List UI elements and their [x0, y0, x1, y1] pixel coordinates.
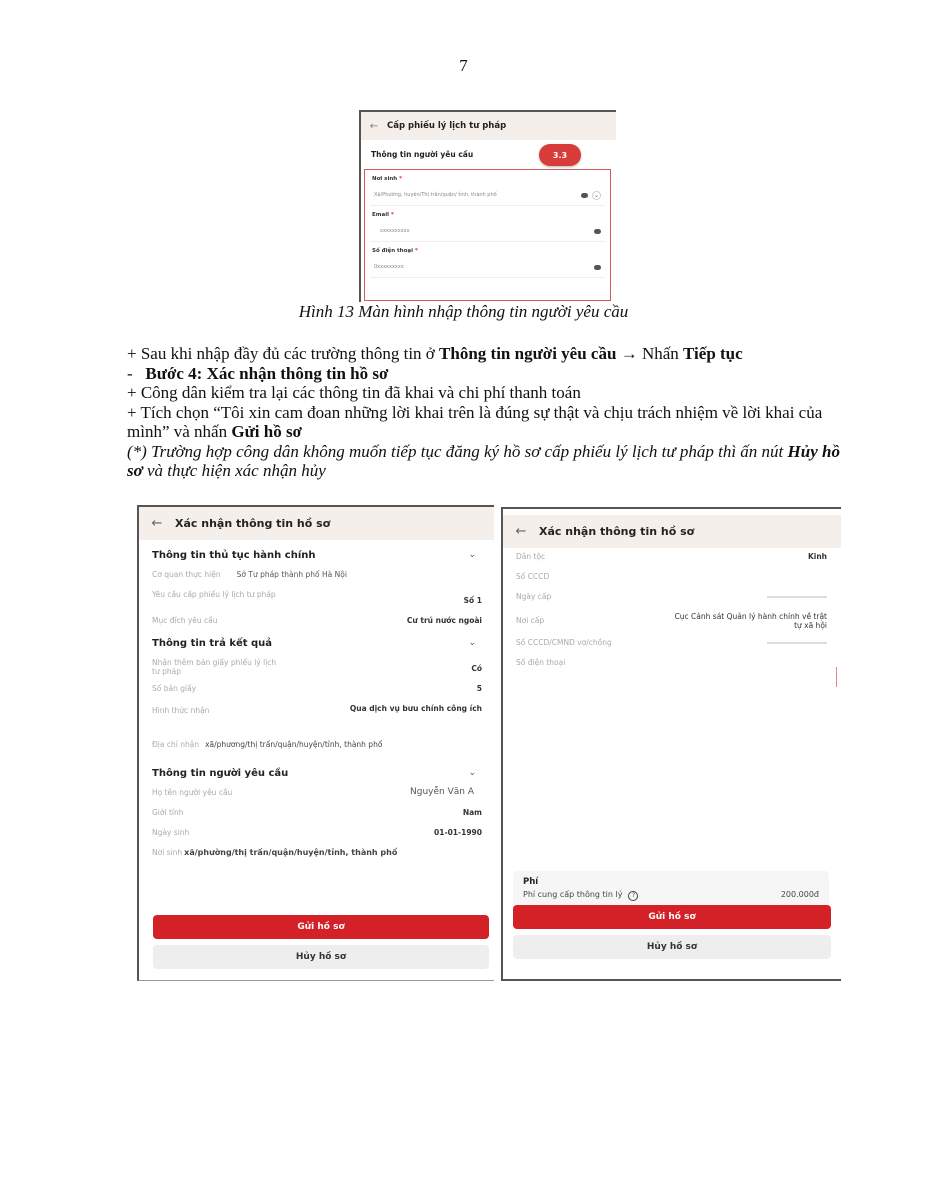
- info-row: [152, 844, 482, 864]
- info-row: [152, 736, 482, 762]
- chevron-down-icon[interactable]: ⌄: [468, 638, 476, 648]
- row-value: Cục Cảnh sát Quản lý hành chính về trật tự xã hội: [674, 612, 827, 630]
- section-header[interactable]: [152, 544, 482, 566]
- info-row: [516, 568, 827, 588]
- row-value: 5: [476, 684, 482, 693]
- instruction-line: + Sau khi nhập đầy đủ các trường thông tin ở Thông tin người yêu cầu → Nhấn Tiếp tục: [127, 344, 743, 363]
- cancel-application-button[interactable]: Hủy hồ sơ: [513, 935, 831, 959]
- row-label: Mục đích yêu cầu: [152, 616, 218, 625]
- redacted-value: [767, 596, 827, 598]
- row-value: Kinh: [807, 552, 827, 561]
- section-title: Thông tin trả kết quả: [152, 637, 273, 649]
- info-row: [152, 654, 482, 680]
- row-value: Nam: [462, 808, 482, 817]
- email-field[interactable]: [370, 221, 605, 242]
- instruction-line: + Công dân kiểm tra lại các thông tin đã khai và chi phí thanh toán: [127, 383, 581, 402]
- info-row: [516, 654, 827, 674]
- highlight-box: [364, 169, 611, 301]
- row-label: Cơ quan thực hiện: [152, 570, 221, 579]
- info-row: [152, 804, 482, 824]
- row-value: Qua dịch vụ bưu chính công ích: [349, 704, 482, 713]
- step-badge: 3.3: [539, 144, 581, 166]
- phone-label: Số điện thoại *: [372, 248, 418, 254]
- submit-application-button[interactable]: Gửi hồ sơ: [153, 915, 489, 939]
- row-value: xã/phường/thị trấn/quận/huyện/tỉnh, thành phố: [184, 848, 398, 857]
- fee-title: Phí: [523, 877, 539, 887]
- section-header[interactable]: [152, 762, 482, 784]
- info-row: [516, 608, 827, 634]
- app-title: Xác nhận thông tin hồ sơ: [539, 525, 695, 538]
- app-bar: [503, 515, 841, 548]
- step-heading: - Bước 4: Xác nhận thông tin hồ sơ: [127, 363, 389, 383]
- submit-application-button[interactable]: Gửi hồ sơ: [513, 905, 831, 929]
- row-value: Số 1: [463, 596, 482, 605]
- info-row: [152, 700, 482, 736]
- app-bar: [139, 507, 494, 540]
- row-label: Số điện thoại: [516, 658, 566, 667]
- clear-icon[interactable]: [594, 229, 601, 234]
- clear-icon[interactable]: [581, 193, 588, 198]
- row-label: Nhận thêm bản giấy phiếu lý lịch tư pháp: [152, 658, 277, 676]
- row-value: Nguyễn Văn A: [410, 787, 474, 797]
- row-value: xã/phương/thị trấn/quận/huyện/tỉnh, thành phố: [205, 740, 383, 749]
- back-arrow-icon[interactable]: ←: [151, 516, 163, 531]
- row-label: Địa chỉ nhận: [152, 740, 200, 749]
- row-label: Ngày cấp: [516, 592, 552, 601]
- row-label: Yêu cầu cấp phiếu lý lịch tư pháp: [152, 590, 276, 599]
- row-label: Số CCCD/CMND vợ/chồng: [516, 638, 612, 647]
- info-row: [152, 586, 482, 612]
- info-row: [152, 566, 482, 586]
- section-header[interactable]: [152, 632, 482, 654]
- confirm-screen-left: [137, 505, 494, 981]
- birthplace-value: Xã/Phường, huyện/Thị trấn/quận/ tỉnh, thành phố: [374, 192, 497, 198]
- row-label: Ngày sinh: [152, 828, 190, 837]
- back-arrow-icon[interactable]: ←: [515, 524, 527, 539]
- row-label: Họ tên người yêu cầu: [152, 788, 233, 797]
- section-title: Thông tin thủ tục hành chính: [152, 549, 316, 561]
- birthplace-field[interactable]: [370, 185, 605, 206]
- instruction-line: + Tích chọn “Tôi xin cam đoan những lời khai trên là đúng sự thật và chịu trách nhiệm về lời khai của mình” và nhấn Gửi hồ sơ: [127, 402, 823, 441]
- row-label: Nơi cấp: [516, 616, 545, 625]
- clear-icon[interactable]: [594, 265, 601, 270]
- figure-caption: Hình 13 Màn hình nhập thông tin người yêu cầu: [298, 302, 629, 321]
- row-label: Số CCCD: [516, 572, 550, 581]
- redacted-value: [767, 642, 827, 644]
- body-text: [127, 344, 847, 481]
- chevron-down-icon[interactable]: ⌄: [468, 550, 476, 560]
- row-value: Cư trú nước ngoài: [406, 616, 482, 625]
- row-label: Nơi sinh: [152, 848, 183, 857]
- email-label: Email *: [372, 212, 394, 218]
- email-value: xxxxxxxxxx: [380, 228, 410, 234]
- app-title: Xác nhận thông tin hồ sơ: [175, 517, 331, 530]
- fee-label: Phí cung cấp thông tin lý: [523, 890, 623, 899]
- info-row: [152, 784, 482, 804]
- info-row: [152, 824, 482, 844]
- row-value: Có: [471, 664, 482, 673]
- back-arrow-icon[interactable]: ←: [369, 120, 379, 132]
- fee-row: [523, 890, 819, 901]
- row-label: Hình thức nhận: [152, 706, 210, 715]
- row-value: Sở Tư pháp thành phố Hà Nội: [236, 570, 347, 579]
- cancel-application-button[interactable]: Hủy hồ sơ: [153, 945, 489, 969]
- phone-field[interactable]: [370, 257, 605, 278]
- section-title: Thông tin người yêu cầu: [152, 767, 289, 779]
- info-row: [516, 588, 827, 608]
- info-row: [152, 612, 482, 632]
- row-label: Số bản giấy: [152, 684, 197, 693]
- confirm-screen-right: [501, 507, 841, 981]
- chevron-down-icon[interactable]: ⌄: [593, 191, 600, 199]
- info-row: [516, 548, 827, 568]
- row-label: Giới tính: [152, 808, 184, 817]
- scrollbar[interactable]: [836, 667, 837, 687]
- help-icon[interactable]: ?: [628, 891, 638, 901]
- section-title: Thông tin người yêu cầu: [371, 150, 474, 159]
- phone-value: 0xxxxxxxxx: [374, 264, 404, 270]
- fee-value: 200.000đ: [780, 890, 819, 899]
- page-number: 7: [459, 56, 468, 75]
- row-value: 01-01-1990: [434, 828, 482, 837]
- app-title: Cấp phiếu lý lịch tư pháp: [387, 121, 507, 131]
- app-bar: [361, 112, 616, 140]
- note-line: (*) Trường hợp công dân không muốn tiếp tục đăng ký hồ sơ cấp phiếu lý lịch tư pháp thì ấn nút Hủy hồ sơ và thực hiện xác nhận hủy: [127, 441, 840, 480]
- chevron-down-icon[interactable]: ⌄: [468, 768, 476, 778]
- info-row: [152, 680, 482, 700]
- row-label: Dân tộc: [516, 552, 546, 561]
- info-row: [516, 634, 827, 654]
- birthplace-label: Nơi sinh *: [372, 176, 402, 182]
- figure-13-screenshot: [359, 110, 616, 302]
